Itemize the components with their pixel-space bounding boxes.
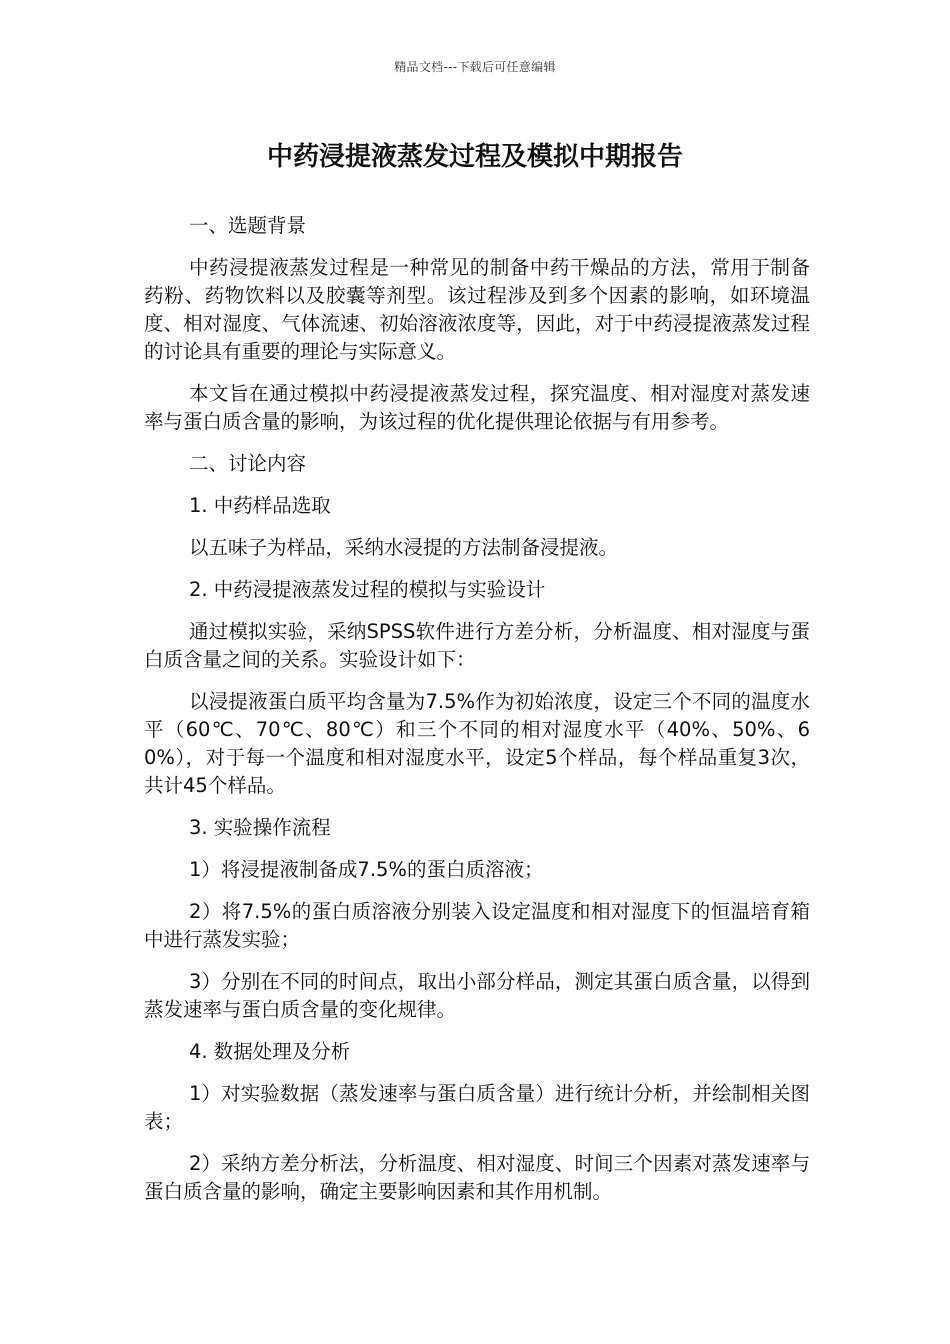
subheading-simulation-design: 2. 中药浸提液蒸发过程的模拟与实验设计 bbox=[189, 578, 546, 601]
paragraph-simulation-design-1: 通过模拟实验，采纳SPSS软件进行方差分析，分析温度、相对湿度与蛋白质含量之间的关系。实验设计如下： bbox=[144, 620, 810, 671]
paragraph-background-2: 本文旨在通过模拟中药浸提液蒸发过程，探究温度、相对湿度对蒸发速率与蛋白质含量的影响，为该过程的优化提供理论依据与有用参考。 bbox=[144, 382, 810, 433]
procedure-step-1: 1）将浸提液制备成7.5%的蛋白质溶液； bbox=[189, 858, 544, 881]
analysis-step-1: 1）对实验数据（蒸发速率与蛋白质含量）进行统计分析，并绘制相关图表； bbox=[144, 1082, 810, 1133]
procedure-step-3: 3）分别在不同的时间点，取出小部分样品，测定其蛋白质含量，以得到蒸发速率与蛋白质含量的变化规律。 bbox=[144, 970, 810, 1021]
subheading-sample-selection: 1. 中药样品选取 bbox=[189, 494, 331, 517]
page-header-note: 精品文档---下载后可任意编辑 bbox=[394, 60, 556, 74]
analysis-step-2: 2）采纳方差分析法，分析温度、相对湿度、时间三个因素对蒸发速率与蛋白质含量的影响，确定主要影响因素和其作用机制。 bbox=[144, 1152, 810, 1203]
subheading-procedure: 3. 实验操作流程 bbox=[189, 816, 331, 839]
section-heading-background: 一、选题背景 bbox=[189, 214, 307, 237]
section-heading-content: 二、讨论内容 bbox=[189, 452, 307, 475]
paragraph-background-1: 中药浸提液蒸发过程是一种常见的制备中药干燥品的方法，常用于制备药粉、药物饮料以及胶囊等剂型。该过程涉及到多个因素的影响，如环境温度、相对湿度、气体流速、初始溶液浓度等，因此，对于中药浸提液蒸发过程的讨论具有重要的理论与实际意义。 bbox=[144, 256, 810, 363]
paragraph-sample-selection: 以五味子为样品，采纳水浸提的方法制备浸提液。 bbox=[189, 536, 619, 559]
subheading-data-analysis: 4. 数据处理及分析 bbox=[189, 1040, 351, 1063]
paragraph-simulation-design-2: 以浸提液蛋白质平均含量为7.5%作为初始浓度，设定三个不同的温度水平（60℃、70℃、80℃）和三个不同的相对湿度水平（40%、50%、60%），对于每一个温度和相对湿度水平，设定5个样品，每个样品重复3次，共计45个样品。 bbox=[144, 690, 810, 797]
document-body bbox=[144, 212, 810, 1220]
document-title: 中药浸提液蒸发过程及模拟中期报告 bbox=[266, 142, 683, 172]
procedure-step-2: 2）将7.5%的蛋白质溶液分别装入设定温度和相对湿度下的恒温培育箱中进行蒸发实验； bbox=[144, 900, 810, 951]
